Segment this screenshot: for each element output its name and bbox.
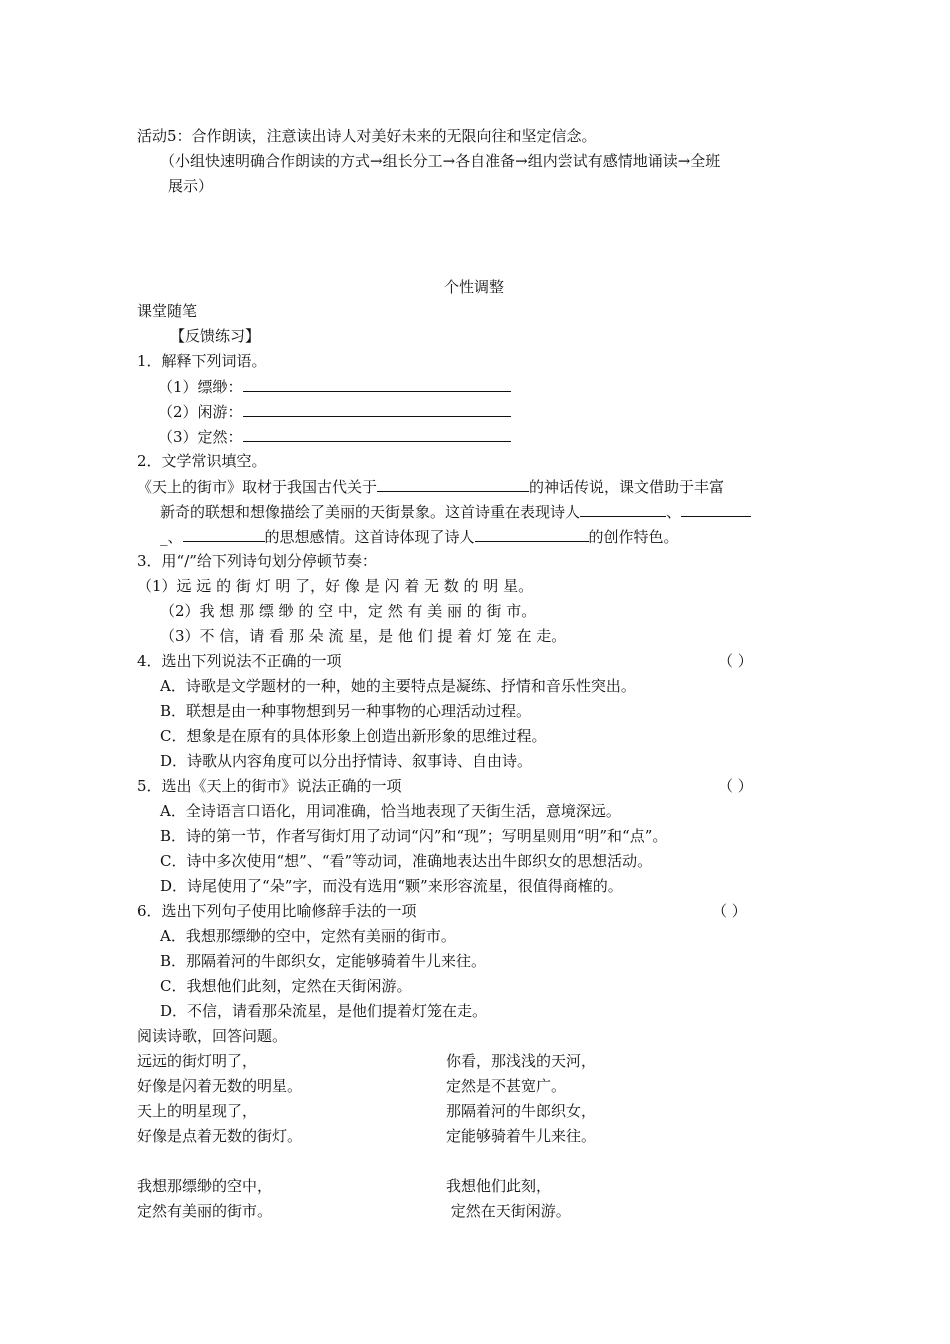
answer-blank[interactable] bbox=[243, 377, 511, 392]
q1-item bbox=[158, 377, 511, 396]
reading-prompt: 阅读诗歌，回答问题。 bbox=[137, 1027, 288, 1045]
section-title: 个性调整 bbox=[444, 278, 505, 296]
q2-stem: 2．文学常识填空。 bbox=[137, 452, 267, 470]
q4-stem: 4．选出下列说法不正确的一项 bbox=[137, 652, 342, 670]
answer-blank[interactable] bbox=[475, 527, 589, 542]
q3-stem: 3．用“/”给下列诗句划分停顿节奏： bbox=[137, 552, 377, 570]
q2-line3 bbox=[160, 527, 679, 546]
answer-paren[interactable]: （ ） bbox=[718, 652, 753, 670]
q4-option: C．想象是在原有的具体形象上创造出新形象的思维过程。 bbox=[160, 727, 547, 745]
answer-paren[interactable]: （ ） bbox=[712, 902, 747, 920]
q5-option: D．诗尾使用了“朵”字，而没有选用“颗”来形容流星，很值得商榷的。 bbox=[160, 877, 623, 895]
q6-option: A．我想那缥缈的空中，定然有美丽的街市。 bbox=[160, 927, 456, 945]
q2-line1 bbox=[137, 477, 724, 496]
q5-stem: 5．选出《天上的街市》说法正确的一项 bbox=[137, 777, 402, 795]
answer-blank[interactable] bbox=[377, 477, 529, 492]
q3-item: （2）我 想 那 缥 缈 的 空 中，定 然 有 美 丽 的 街 市。 bbox=[160, 602, 537, 620]
q2-text: _、 bbox=[160, 528, 183, 546]
q6-option: B．那隔着河的牛郎织女，定能够骑着牛儿来往。 bbox=[160, 952, 487, 970]
q4-option: D．诗歌从内容角度可以分出抒情诗、叙事诗、自由诗。 bbox=[160, 752, 533, 770]
q2-text: 、 bbox=[666, 503, 682, 521]
q1-item-label: （3）定然： bbox=[158, 428, 243, 446]
q2-text: 的思想感情。这首诗体现了诗人 bbox=[264, 528, 475, 546]
poem-line: 天上的明星现了， bbox=[137, 1102, 258, 1120]
poem-line: 定然是不甚宽广。 bbox=[446, 1077, 567, 1095]
answer-paren[interactable]: （ ） bbox=[718, 777, 753, 795]
q2-line2 bbox=[160, 502, 751, 521]
answer-blank[interactable] bbox=[183, 527, 265, 542]
poem-line: 我想他们此刻， bbox=[446, 1177, 552, 1195]
poem-line: 定能够骑着牛儿来往。 bbox=[446, 1127, 597, 1145]
q6-option: D．不信，请看那朵流星，是他们提着灯笼在走。 bbox=[160, 1002, 488, 1020]
q6-option: C．我想他们此刻，定然在天街闲游。 bbox=[160, 977, 412, 995]
answer-blank[interactable] bbox=[580, 502, 666, 517]
poem-line: 远远的街灯明了， bbox=[137, 1052, 258, 1070]
feedback-heading: 【反馈练习】 bbox=[170, 327, 261, 345]
answer-blank[interactable] bbox=[681, 502, 751, 517]
activity5-title: 活动5：合作朗读，注意读出诗人对美好未来的无限向往和坚定信念。 bbox=[137, 127, 597, 145]
poem-line: 好像是点着无数的街灯。 bbox=[137, 1127, 303, 1145]
q2-text: 的创作特色。 bbox=[588, 528, 679, 546]
activity5-note-line1: （小组快速明确合作朗读的方式→组长分工→各自准备→组内尝试有感情地诵读→全班 bbox=[160, 152, 721, 170]
poem-line: 那隔着河的牛郎织女， bbox=[446, 1102, 597, 1120]
q1-stem: 1．解释下列词语。 bbox=[137, 352, 267, 370]
q4-option: B．联想是由一种事物想到另一种事物的心理活动过程。 bbox=[160, 702, 532, 720]
q5-option: B．诗的第一节，作者写街灯用了动词“闪”和“现”；写明星则用“明”和“点”。 bbox=[160, 827, 668, 845]
poem-line: 好像是闪着无数的明星。 bbox=[137, 1077, 303, 1095]
q1-item-label: （2）闲游： bbox=[158, 403, 243, 421]
poem-line: 我想那缥缈的空中， bbox=[137, 1177, 273, 1195]
q2-text: 新奇的联想和想像描绘了美丽的天街景象。这首诗重在表现诗人 bbox=[160, 503, 581, 521]
poem-line: 定然有美丽的街市。 bbox=[137, 1202, 273, 1220]
answer-blank[interactable] bbox=[243, 402, 511, 417]
q3-item: （1）远 远 的 街 灯 明 了，好 像 是 闪 着 无 数 的 明 星。 bbox=[137, 577, 534, 595]
poem-line: 你看，那浅浅的天河， bbox=[446, 1052, 597, 1070]
q1-item bbox=[158, 427, 511, 446]
q6-stem: 6．选出下列句子使用比喻修辞手法的一项 bbox=[137, 902, 417, 920]
q5-option: A．全诗语言口语化，用词准确，恰当地表现了天街生活，意境深远。 bbox=[160, 802, 621, 820]
answer-blank[interactable] bbox=[243, 427, 511, 442]
poem-line: 定然在天街闲游。 bbox=[446, 1202, 571, 1220]
q2-text: 的神话传说，课文借助于丰富 bbox=[529, 478, 725, 496]
q5-option: C．诗中多次使用“想”、“看”等动词，准确地表达出牛郎织女的思想活动。 bbox=[160, 852, 653, 870]
q4-option: A．诗歌是文学题材的一种，她的主要特点是凝练、抒情和音乐性突出。 bbox=[160, 677, 636, 695]
activity5-note-line2: 展示） bbox=[168, 177, 214, 195]
q2-text: 《天上的街市》取材于我国古代关于 bbox=[137, 478, 378, 496]
notes-label: 课堂随笔 bbox=[137, 302, 198, 320]
q1-item-label: （1）缥缈： bbox=[158, 378, 243, 396]
q1-item bbox=[158, 402, 511, 421]
q3-item: （3）不 信，请 看 那 朵 流 星，是 他 们 提 着 灯 笼 在 走。 bbox=[160, 627, 567, 645]
